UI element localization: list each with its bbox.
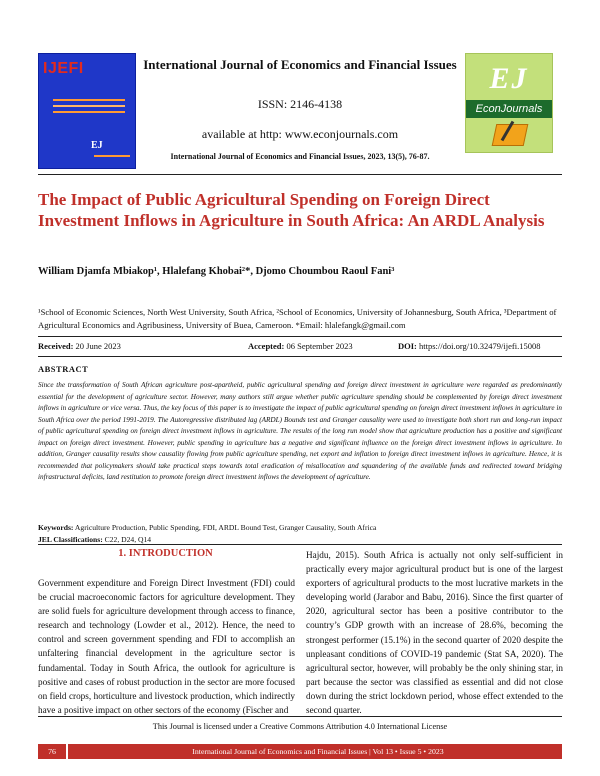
keywords: Keywords: Agriculture Production, Public Spending, FDI, ARDL Bound Test, Granger Causality, South Africa [38, 523, 377, 532]
logo-letters: EJ [489, 62, 529, 95]
license-divider [38, 716, 562, 717]
logo-band: EconJournals [466, 100, 552, 118]
authors: William Djamfa Mbiakop¹, Hlalefang Khobai²*, Djomo Choumbou Raoul Fani³ [38, 266, 395, 277]
footer-bar [38, 744, 562, 759]
dates-divider-top [38, 336, 562, 337]
section-heading: 1. INTRODUCTION [118, 548, 213, 559]
availability-link[interactable]: available at http: www.econjournals.com [201, 127, 399, 141]
body-column-right: Hajdu, 2015). South Africa is actually not only self-sufficient in practically every major agricultural product but is one of the largest exporters of agricultural products to the most lucrative markets in the developing world (Jarabor and Babu, 2016). Since the first quarter of 2020, agricultural sector has been a positive contributor to the country’s GDP growth with an increase of 28.6%, becoming the strongest performer (15.1%) in the second quarter of 2020 despite the unpleasant conditions of COVID-19 pandemic (Stat SA, 2020). The agricultural sector, however, will probably be the only shining star, in part because the sector was classified as essential and did not close down during the strict lockdown period, whose effect extended to the second quarter. [306, 550, 563, 716]
accepted-date: Accepted: 06 September 2023 [248, 341, 353, 351]
abstract-text: Since the transformation of South African agriculture post-apartheid, public agricultural spending and foreign direct investment in agriculture were regarded as predominantly essential for the development of agriculture sector. However, many authors still argue whether public agriculture spending should be complemented by foreign direct investment inflows in agriculture or vice versa. Thus, the key focus of this paper is to investigate the impact of public agricultural spending on foreign direct investment inflows in agriculture in South Africa over the period 1991-2019. The Autoregressive distributed lag (ARDL) Bounds test and Granger causality were used to investigate both short run and long-run impact of public agricultural spending on foreign direct investment inflows in agriculture. The results of the long run model show that agriculture production has a positive and significant impact on foreign direct investment. However, public spending in agriculture has a negative and significant influence on the foreign direct investment inflows in agriculture. In addition, Granger causality results show causality flowing from public agriculture spending, net export and inflation to foreign direct investment inflows in agriculture. Hence, it is recommended that policymakers should take practical steps towards total eradication of misallocation and squandering of the available funds and redirected toward bridging infrastructural deficits, land restitution to promote foreign direct investment inflows the development of agriculture. [38, 381, 562, 481]
journal-citation: International Journal of Economics and Financial Issues, 2023, 13(5), 76-87. [170, 152, 430, 161]
issn: ISSN: 2146-4138 [257, 97, 343, 111]
affiliations: ¹School of Economic Sciences, North West University, South Africa, ²School of Economics, University of Johannesburg, South Africa, ³Department of Agricultural Economics and Agribusiness, University of Buea, Cameroon. *Email: hlalefangk@gmail.com [38, 307, 557, 330]
journal-cover-image [38, 53, 136, 169]
dates-divider-bottom [38, 356, 562, 357]
cover-title: IJEFI [43, 60, 84, 77]
abstract-heading: ABSTRACT [38, 364, 89, 374]
received-date: Received: 20 June 2023 [38, 341, 121, 351]
jel-classifications: JEL Classifications: C22, D24, Q14 [38, 534, 152, 544]
doi[interactable]: DOI: https://doi.org/10.32479/ijefi.15008 [398, 341, 541, 351]
abstract-divider [38, 544, 562, 545]
page-number: 76 [38, 744, 68, 759]
cover-line [94, 155, 130, 157]
header-divider [38, 174, 562, 175]
econjournals-logo [465, 53, 553, 153]
license-notice: This Journal is licensed under a Creative Commons Attribution 4.0 International License [152, 722, 448, 731]
body-column-left: Government expenditure and Foreign Direct Investment (FDI) could be crucial macroeconomic factors for agriculture development. They are solid fuels for agriculture development through access to finance, research and technology (Lowder et al., 2012). Hence, the need to control and screen government spending and FDI to accomplish an unfaltering financial development in the agriculture sector is fundamental. Today in South Africa, the outlook for agriculture is positive and cases of robust production in the sector are more focused on field crops, horticulture and livestock production, which indirectly have a positive impact on other sectors of the economy (Fischer and [38, 578, 295, 715]
paper-title: The Impact of Public Agricultural Spending on Foreign Direct Investment Inflows in Agriculture in South Africa: An ARDL Analysis [38, 190, 545, 230]
footer-citation: International Journal of Economics and Financial Issues | Vol 13 • Issue 5 • 2023 [192, 747, 444, 756]
cover-mark: EJ [91, 140, 103, 151]
cover-decoration [53, 99, 125, 113]
journal-title: International Journal of Economics and Financial Issues [143, 57, 457, 72]
keywords-block [38, 522, 562, 545]
